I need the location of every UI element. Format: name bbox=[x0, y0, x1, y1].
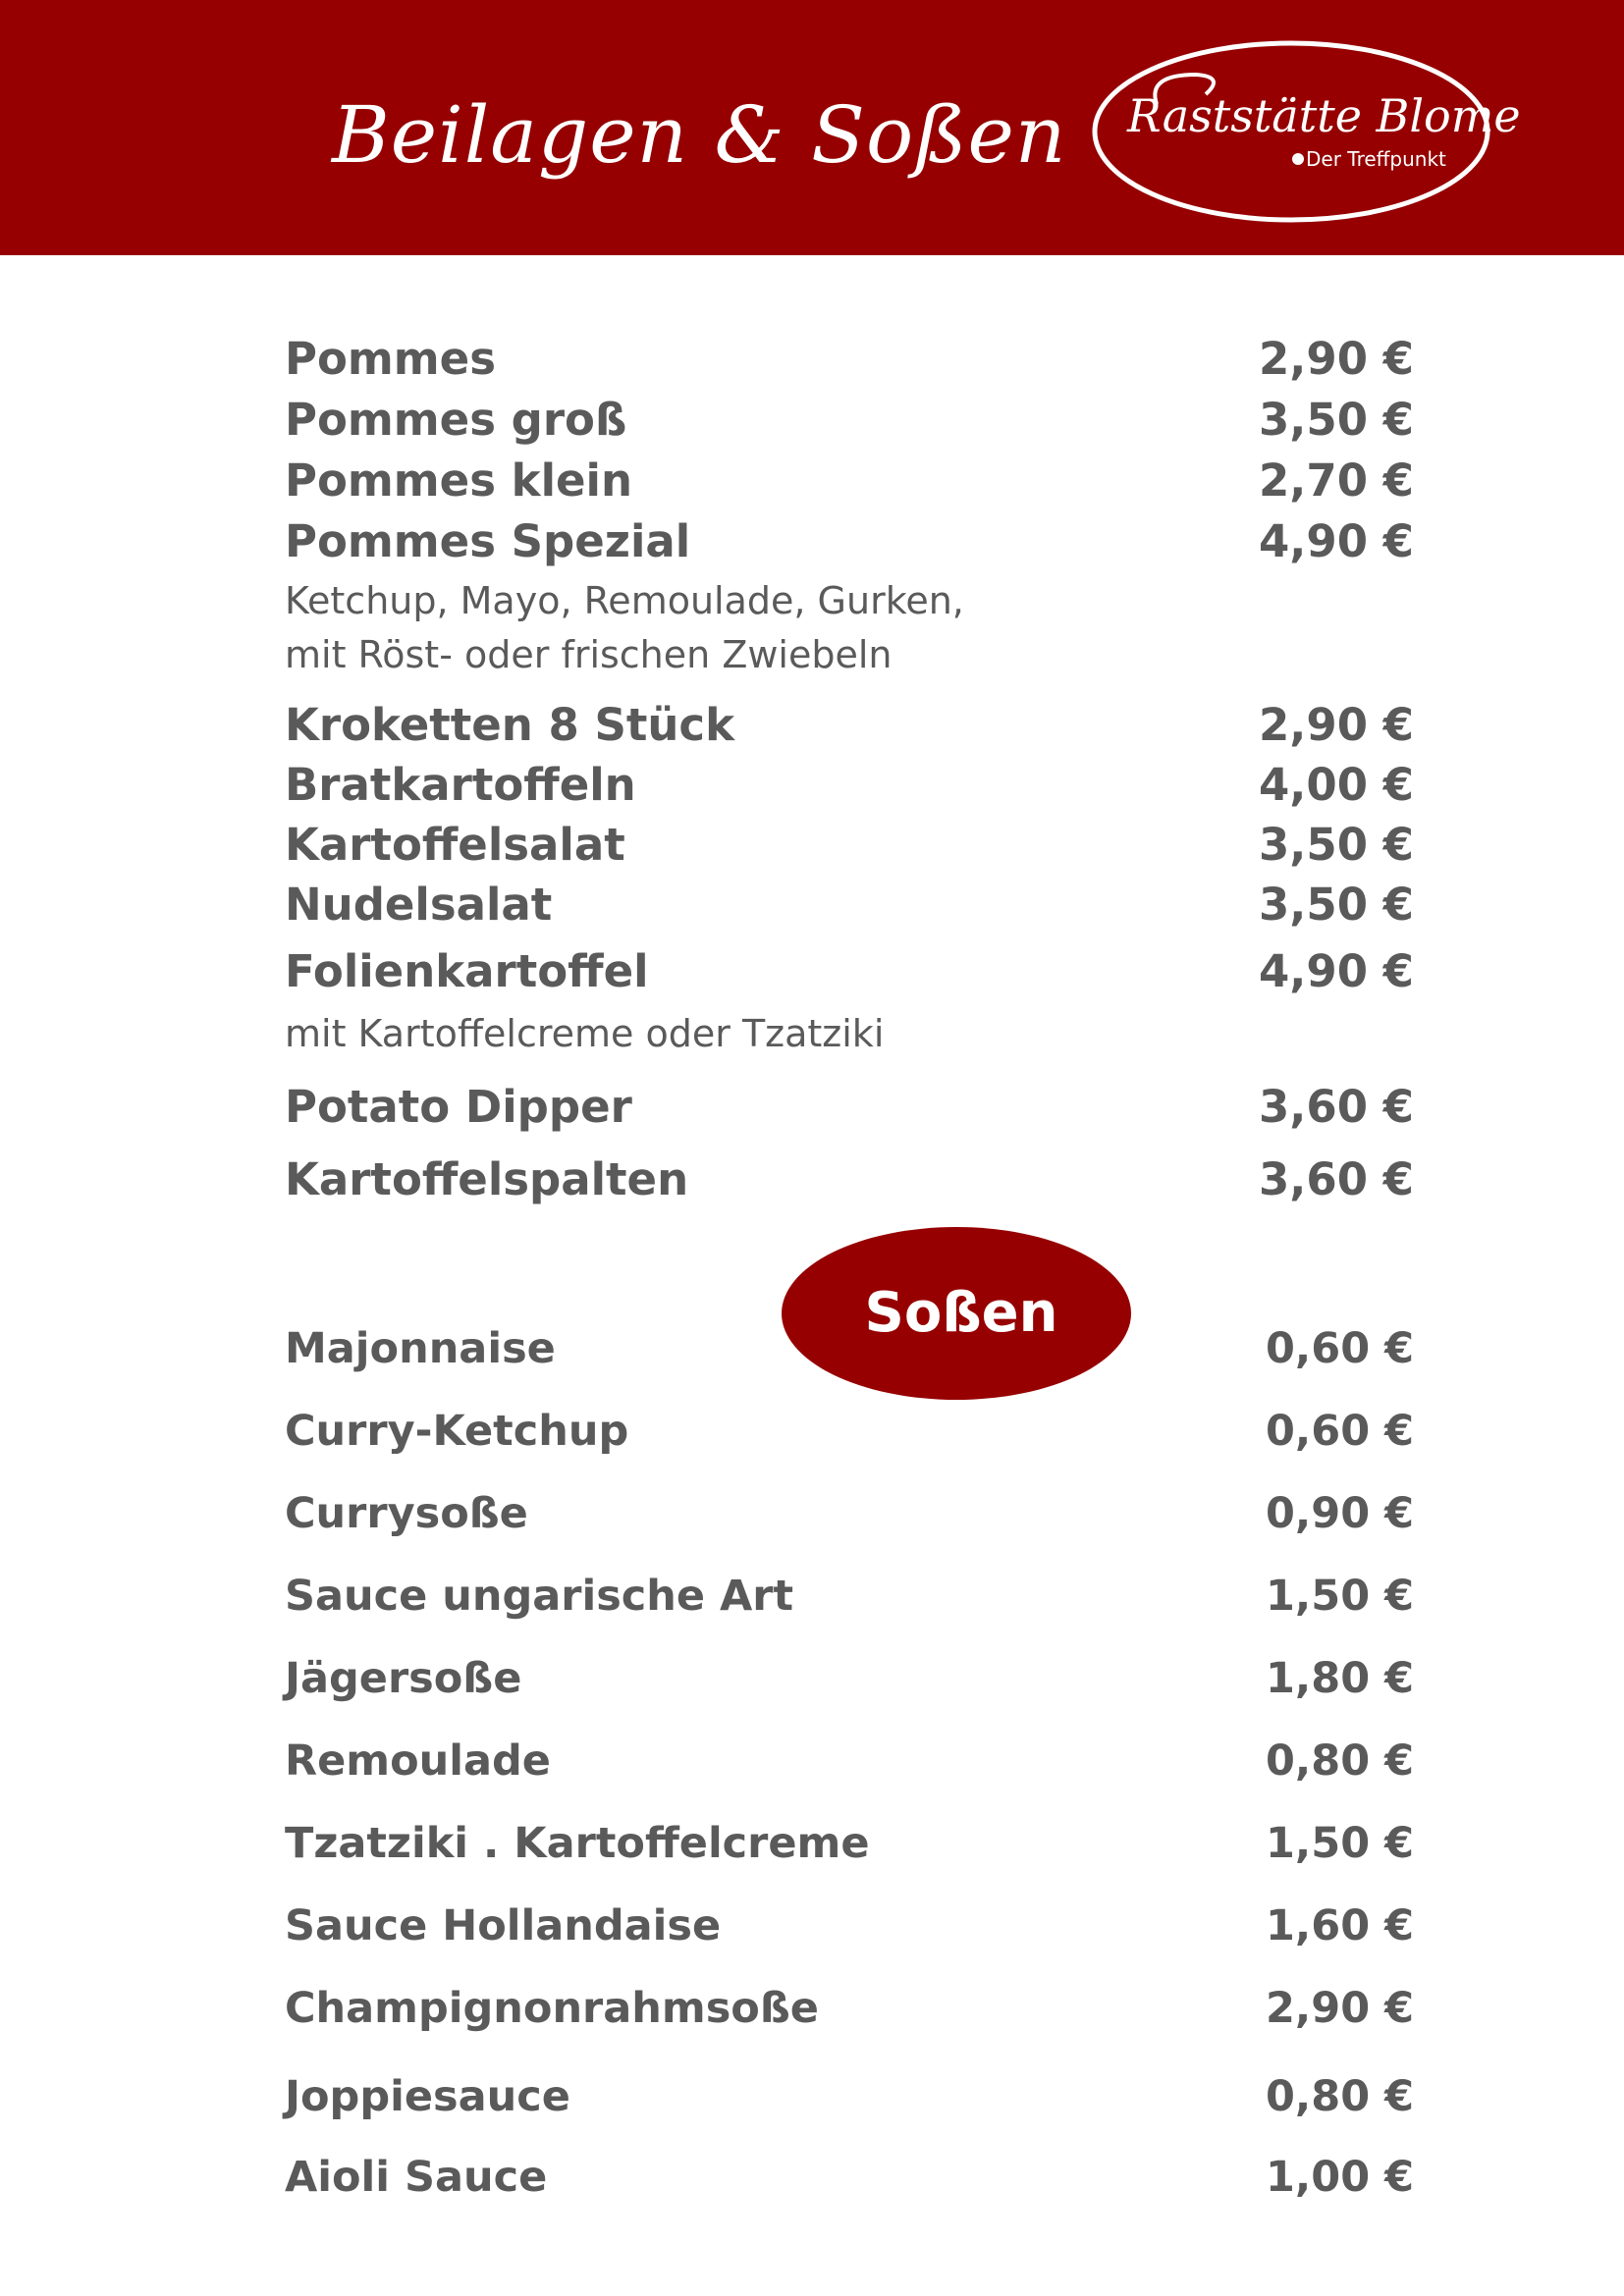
item-price: 2,90 € bbox=[1258, 333, 1414, 385]
item-name: Nudelsalat bbox=[285, 879, 553, 931]
item-name: Pommes klein bbox=[285, 454, 632, 507]
logo bbox=[1088, 35, 1521, 228]
item-price: 0,60 € bbox=[1266, 1324, 1414, 1373]
menu-item bbox=[285, 1569, 1414, 1624]
item-name: Aioli Sauce bbox=[285, 2153, 548, 2202]
item-name: Kroketten 8 Stück bbox=[285, 699, 734, 751]
item-price: 1,00 € bbox=[1266, 2153, 1414, 2202]
item-price: 0,60 € bbox=[1266, 1407, 1414, 1456]
section-heading: Soßen bbox=[864, 1281, 1058, 1345]
header-banner bbox=[0, 0, 1624, 255]
item-price: 3,50 € bbox=[1258, 879, 1414, 931]
menu-item bbox=[285, 944, 1414, 999]
item-price: 4,90 € bbox=[1258, 945, 1414, 997]
menu-item bbox=[285, 1486, 1414, 1541]
menu-item bbox=[285, 1816, 1414, 1871]
item-name: Pommes bbox=[285, 333, 496, 385]
menu-item bbox=[285, 1981, 1414, 2036]
item-description: mit Kartoffelcreme oder Tzatziki bbox=[285, 1012, 885, 1055]
item-price: 1,80 € bbox=[1266, 1654, 1414, 1703]
item-name: Kartoffelspalten bbox=[285, 1153, 689, 1205]
item-price: 3,50 € bbox=[1258, 394, 1414, 446]
item-price: 1,50 € bbox=[1266, 1572, 1414, 1621]
item-name: Majonnaise bbox=[285, 1324, 556, 1373]
item-price: 4,90 € bbox=[1258, 515, 1414, 567]
menu-item bbox=[285, 332, 1414, 387]
logo-tagline: Der Treffpunkt bbox=[1306, 147, 1446, 171]
item-price: 3,60 € bbox=[1258, 1153, 1414, 1205]
menu-item bbox=[285, 514, 1414, 569]
item-price: 3,60 € bbox=[1258, 1081, 1414, 1133]
menu-item bbox=[285, 1734, 1414, 1789]
item-price: 3,50 € bbox=[1258, 819, 1414, 871]
item-name: Champignonrahmsoße bbox=[285, 1984, 819, 2033]
menu-item bbox=[285, 2069, 1414, 2124]
item-name: Potato Dipper bbox=[285, 1081, 632, 1133]
logo-name: Raststätte Blome bbox=[1127, 89, 1521, 142]
logo-dot-icon bbox=[1292, 153, 1304, 165]
item-name: Sauce Hollandaise bbox=[285, 1901, 722, 1950]
menu-item bbox=[285, 758, 1414, 813]
item-price: 1,60 € bbox=[1266, 1901, 1414, 1950]
menu-item bbox=[285, 1321, 1414, 1376]
item-name: Bratkartoffeln bbox=[285, 759, 636, 811]
item-name: Tzatziki . Kartoffelcreme bbox=[285, 1819, 870, 1868]
item-name: Jägersoße bbox=[285, 1654, 522, 1703]
item-name: Pommes groß bbox=[285, 394, 627, 446]
menu-item bbox=[285, 698, 1414, 753]
menu-item bbox=[285, 1898, 1414, 1953]
item-name: Remoulade bbox=[285, 1736, 551, 1786]
item-price: 2,90 € bbox=[1266, 1984, 1414, 2033]
menu-item bbox=[285, 818, 1414, 873]
item-price: 1,50 € bbox=[1266, 1819, 1414, 1868]
item-name: Curry-Ketchup bbox=[285, 1407, 629, 1456]
menu-item bbox=[285, 454, 1414, 508]
item-name: Pommes Spezial bbox=[285, 515, 691, 567]
item-name: Sauce ungarische Art bbox=[285, 1572, 794, 1621]
item-name: Kartoffelsalat bbox=[285, 819, 625, 871]
item-price: 2,70 € bbox=[1258, 454, 1414, 507]
item-price: 0,90 € bbox=[1266, 1489, 1414, 1538]
item-price: 4,00 € bbox=[1258, 759, 1414, 811]
item-name: Joppiesauce bbox=[285, 2072, 570, 2121]
menu-item bbox=[285, 1080, 1414, 1135]
menu-item bbox=[285, 1152, 1414, 1207]
menu-item bbox=[285, 393, 1414, 448]
item-name: Currysoße bbox=[285, 1489, 528, 1538]
item-price: 0,80 € bbox=[1266, 2072, 1414, 2121]
menu-item bbox=[285, 878, 1414, 933]
menu-item bbox=[285, 1404, 1414, 1459]
item-description: Ketchup, Mayo, Remoulade, Gurken, bbox=[285, 579, 964, 622]
item-price: 0,80 € bbox=[1266, 1736, 1414, 1786]
item-name: Folienkartoffel bbox=[285, 945, 649, 997]
menu-item bbox=[285, 2150, 1414, 2205]
item-price: 2,90 € bbox=[1258, 699, 1414, 751]
page-title: Beilagen & Soßen bbox=[332, 89, 1067, 181]
menu-item bbox=[285, 1651, 1414, 1706]
item-description: mit Röst- oder frischen Zwiebeln bbox=[285, 633, 893, 676]
